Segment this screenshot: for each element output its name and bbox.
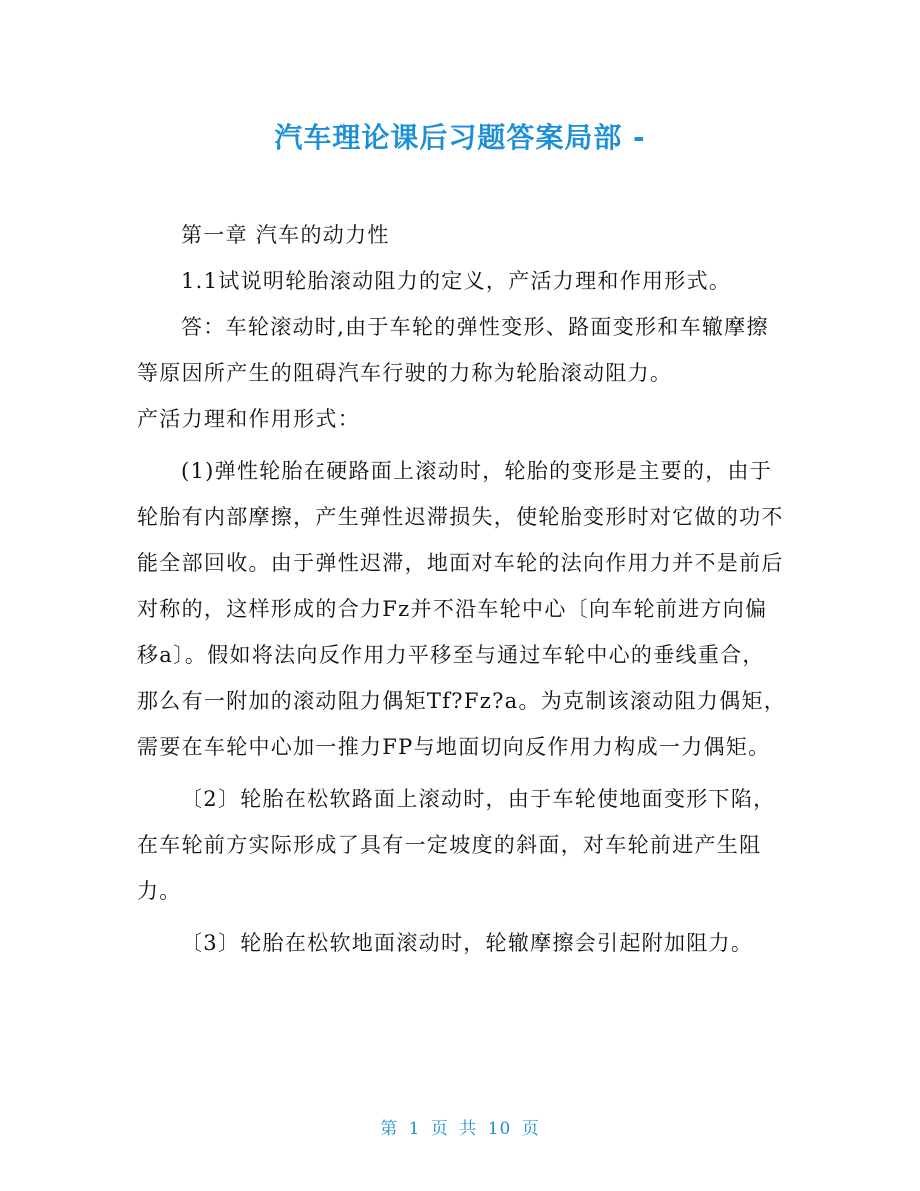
document-title: 汽车理论课后习题答案局部 - [274, 121, 646, 154]
document-body [137, 212, 787, 966]
answer-point-1: (1)弹性轮胎在硬路面上滚动时，轮胎的变形是主要的，由于轮胎有内部摩擦，产生弹性迟滞损失，使轮胎变形时对它做的功不能全部回收。由于弹性迟滞，地面对车轮的法向作用力并不是前后对称的，这样形成的合力Fz并不沿车轮中心〔向车轮前进方向偏移a〕。假如将法向反作用力平移至与通过车轮中心的垂线重合，那么有一附加的滚动阻力偶矩Tf?Fz?a。为克制该滚动阻力偶矩，需要在车轮中心加一推力FP与地面切向反作用力构成一力偶矩。 [137, 459, 787, 759]
question-1-1: 1.1试说明轮胎滚动阻力的定义，产活力理和作用形式。 [181, 269, 732, 293]
answer-definition: 答：车轮滚动时,由于车轮的弹性变形、路面变形和车辙摩擦等原因所产生的阻碍汽车行驶的力称为轮胎滚动阻力。 [137, 315, 769, 385]
answer-point-2: 〔2〕轮胎在松软路面上滚动时，由于车轮使地面变形下陷，在车轮前方实际形成了具有一定坡度的斜面，对车轮前进产生阻力。 [137, 787, 776, 903]
page-footer: 第 1 页 共 10 页 [380, 1119, 540, 1139]
chapter-heading: 第一章 汽车的动力性 [181, 223, 390, 247]
answer-point-3: 〔3〕轮胎在松软地面滚动时，轮辙摩擦会引起附加阻力。 [181, 931, 754, 955]
mechanism-heading: 产活力理和作用形式： [137, 407, 360, 431]
